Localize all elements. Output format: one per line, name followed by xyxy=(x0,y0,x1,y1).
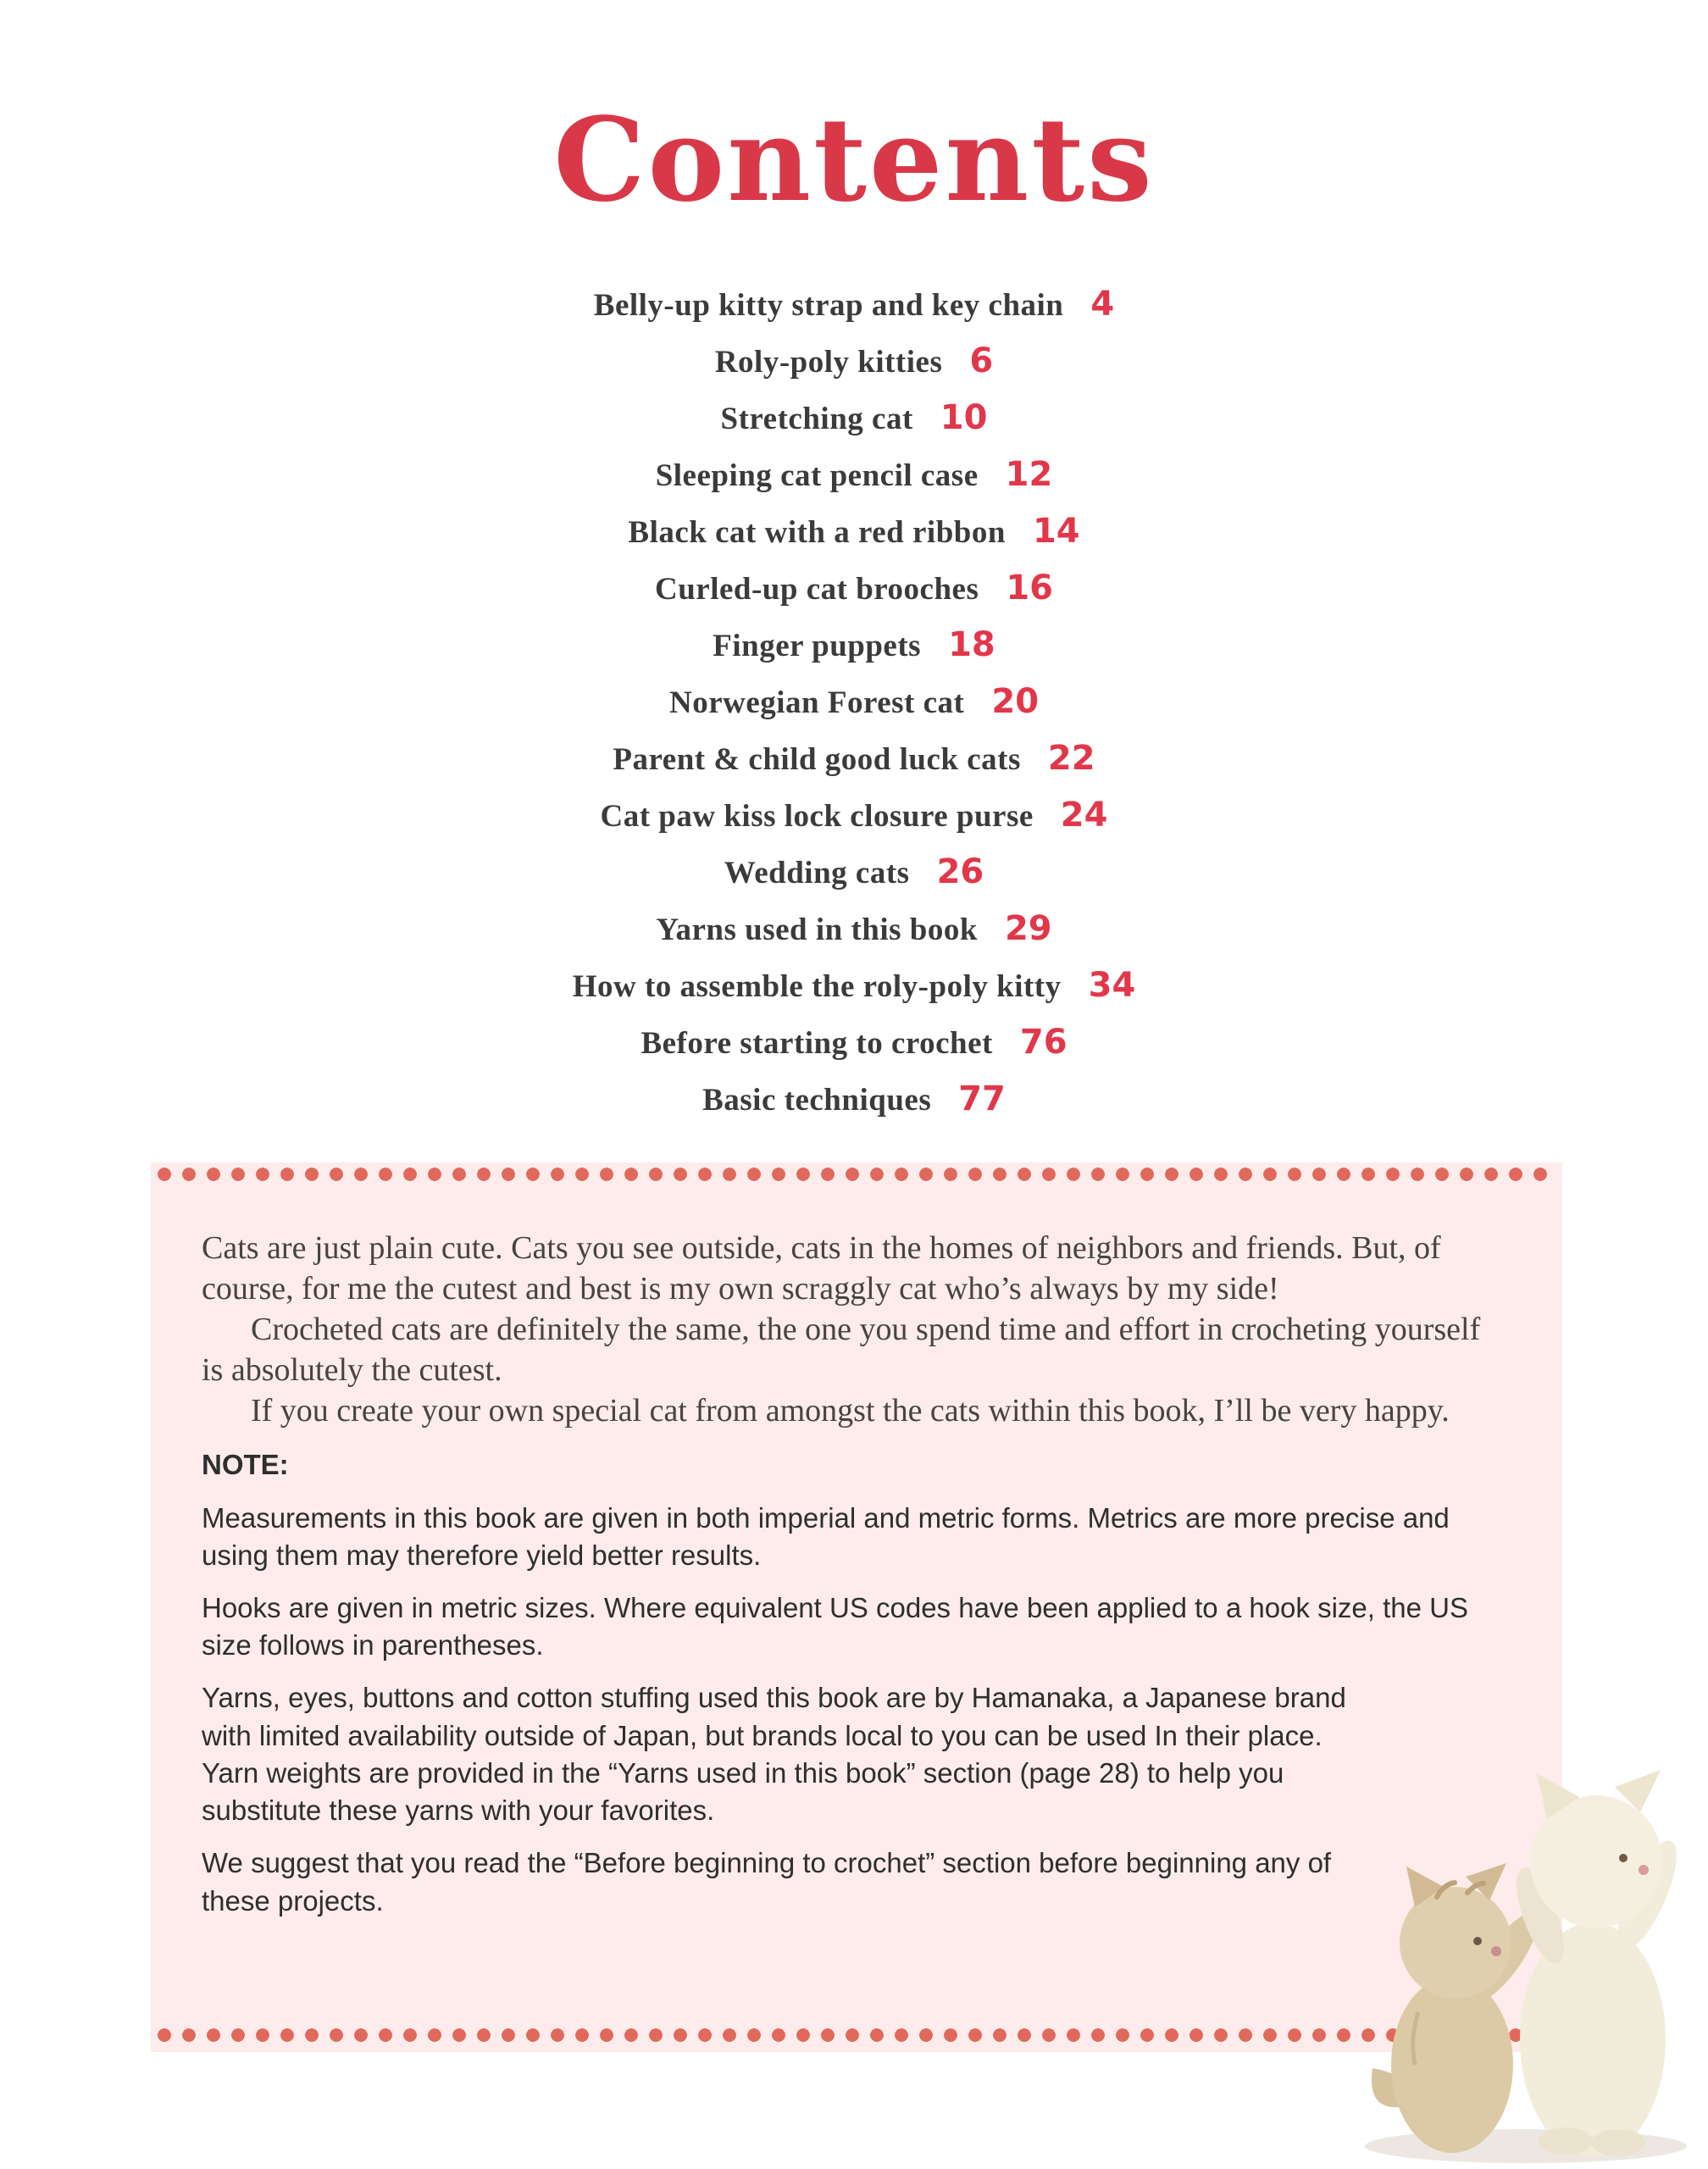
toc-entry xyxy=(0,734,1708,790)
crocheted-cats-illustration xyxy=(1310,1699,1708,2169)
toc-entry-page-number: 34 xyxy=(1088,966,1136,1005)
dotted-border-top xyxy=(156,1166,1557,1183)
toc-entry-label: Curled-up cat brooches xyxy=(654,572,979,607)
toc-entry-label: Stretching cat xyxy=(720,402,913,436)
toc-entry-label: Norwegian Forest cat xyxy=(668,685,965,720)
toc-entry-label: Before starting to crochet xyxy=(640,1026,993,1061)
toc-entry xyxy=(0,336,1708,393)
toc-entry-page-number: 29 xyxy=(1004,909,1052,948)
toc-entry-label: Basic techniques xyxy=(702,1083,932,1118)
toc-entry-page-number: 26 xyxy=(936,852,984,891)
table-of-contents xyxy=(0,280,1708,1131)
toc-entry-label: Yarns used in this book xyxy=(656,913,978,947)
toc-entry xyxy=(0,507,1708,563)
toc-entry-page-number: 6 xyxy=(969,341,994,380)
toc-entry-label: Cat paw kiss lock closure purse xyxy=(600,799,1034,834)
note-paragraph: We suggest that you read the “Before beginning to crochet” section before beginning any of these projects. xyxy=(202,1847,1332,1917)
toc-entry xyxy=(0,847,1708,904)
toc-entry xyxy=(0,961,1708,1018)
toc-entry-page-number: 77 xyxy=(958,1079,1006,1118)
toc-entry-label: Wedding cats xyxy=(724,856,910,890)
toc-entry-page-number: 12 xyxy=(1005,455,1053,494)
toc-entry xyxy=(0,1074,1708,1131)
note-section xyxy=(202,1446,1494,1919)
toc-entry-label: Black cat with a red ribbon xyxy=(628,515,1006,550)
page-title: Contents xyxy=(553,92,1155,228)
note-paragraph: Yarns, eyes, buttons and cotton stuffing used this book are by Hamanaka, a Japanese brand with limited availability outside of Japan, but brands local to you can be used In their place. Yarn weights are provided in the “Yarns used in this book” section (page 28) to help you substitute these yarns with your favorites. xyxy=(202,1682,1346,1827)
toc-entry-page-number: 4 xyxy=(1090,285,1115,324)
note-paragraph: Measurements in this book are given in both imperial and metric forms. Metrics are more precise and using them may therefore yield better results. xyxy=(202,1501,1450,1571)
toc-entry-label: How to assemble the roly-poly kitty xyxy=(572,969,1062,1004)
toc-entry xyxy=(0,677,1708,734)
intro-paragraph: If you create your own special cat from amongst the cats within this book, I’ll be very happy. xyxy=(251,1392,1450,1428)
toc-entry-page-number: 24 xyxy=(1060,796,1108,835)
note-paragraph: Hooks are given in metric sizes. Where equivalent US codes have been applied to a hook size, the US size follows in parentheses. xyxy=(202,1592,1468,1661)
toc-entry-label: Sleeping cat pencil case xyxy=(655,458,979,493)
toc-entry-page-number: 16 xyxy=(1006,569,1054,607)
toc-entry xyxy=(0,280,1708,336)
toc-entry xyxy=(0,450,1708,507)
toc-entry xyxy=(0,1018,1708,1074)
toc-entry xyxy=(0,904,1708,961)
toc-entry-label: Finger puppets xyxy=(713,629,922,663)
toc-entry-page-number: 76 xyxy=(1019,1023,1068,1062)
toc-entry xyxy=(0,563,1708,620)
toc-entry-page-number: 14 xyxy=(1032,512,1080,551)
toc-entry-label: Belly-up kitty strap and key chain xyxy=(593,288,1064,323)
toc-entry xyxy=(0,790,1708,847)
toc-entry xyxy=(0,393,1708,450)
toc-entry-label: Parent & child good luck cats xyxy=(613,742,1021,777)
toc-entry-page-number: 22 xyxy=(1047,739,1095,778)
crocheted-cats-photo xyxy=(1310,1699,1708,2169)
intro-paragraph: Crocheted cats are definitely the same, the one you spend time and effort in crocheting yourself is absolutely the cutest. xyxy=(202,1311,1481,1388)
toc-entry-page-number: 18 xyxy=(948,625,995,664)
toc-entry-page-number: 20 xyxy=(991,682,1040,721)
toc-entry-label: Roly-poly kitties xyxy=(714,345,943,380)
toc-entry xyxy=(0,620,1708,677)
note-heading: NOTE: xyxy=(202,1449,289,1481)
author-introduction xyxy=(202,1229,1494,1431)
toc-entry-page-number: 10 xyxy=(940,398,988,437)
intro-paragraph: Cats are just plain cute. Cats you see outside, cats in the homes of neighbors and friends. But, of course, for me the cutest and best is my own scraggly cat who’s always by my side! xyxy=(202,1230,1441,1306)
